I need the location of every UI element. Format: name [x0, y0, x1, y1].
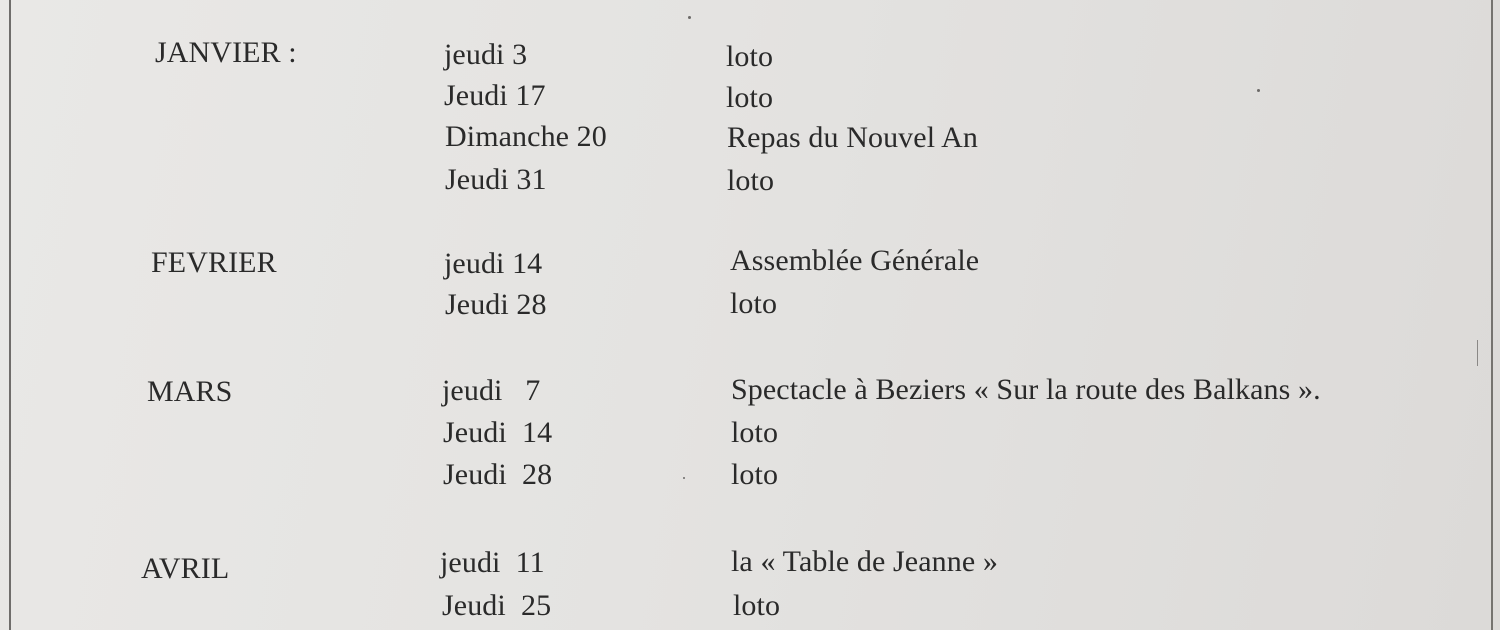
- event-title: loto: [726, 40, 774, 73]
- event-day: jeudi 7: [442, 374, 541, 407]
- month-label-janvier: JANVIER :: [155, 36, 297, 69]
- event-day: Jeudi 14: [443, 416, 553, 449]
- event-day: Jeudi 28: [445, 288, 547, 321]
- event-day: jeudi 11: [440, 546, 545, 579]
- event-title: loto: [730, 287, 778, 320]
- event-day: Dimanche 20: [445, 120, 607, 153]
- event-title: la « Table de Jeanne »: [731, 545, 998, 578]
- event-title: loto: [731, 416, 779, 449]
- event-title: loto: [726, 81, 774, 114]
- event-day: jeudi 3: [444, 38, 528, 71]
- event-day: Jeudi 28: [443, 458, 553, 491]
- event-day: Jeudi 17: [444, 79, 546, 112]
- event-title: Assemblée Générale: [730, 244, 980, 277]
- month-label-mars: MARS: [147, 375, 233, 408]
- event-title: loto: [733, 589, 781, 622]
- event-day: Jeudi 31: [445, 163, 547, 196]
- event-title: Spectacle à Beziers « Sur la route des Balkans ».: [731, 373, 1321, 406]
- event-day: jeudi 14: [444, 247, 543, 280]
- event-title: loto: [727, 164, 775, 197]
- month-label-avril: AVRIL: [141, 552, 230, 585]
- month-label-fevrier: FEVRIER: [151, 246, 277, 279]
- event-title: Repas du Nouvel An: [727, 121, 978, 154]
- event-day: Jeudi 25: [442, 589, 552, 622]
- event-title: loto: [731, 458, 779, 491]
